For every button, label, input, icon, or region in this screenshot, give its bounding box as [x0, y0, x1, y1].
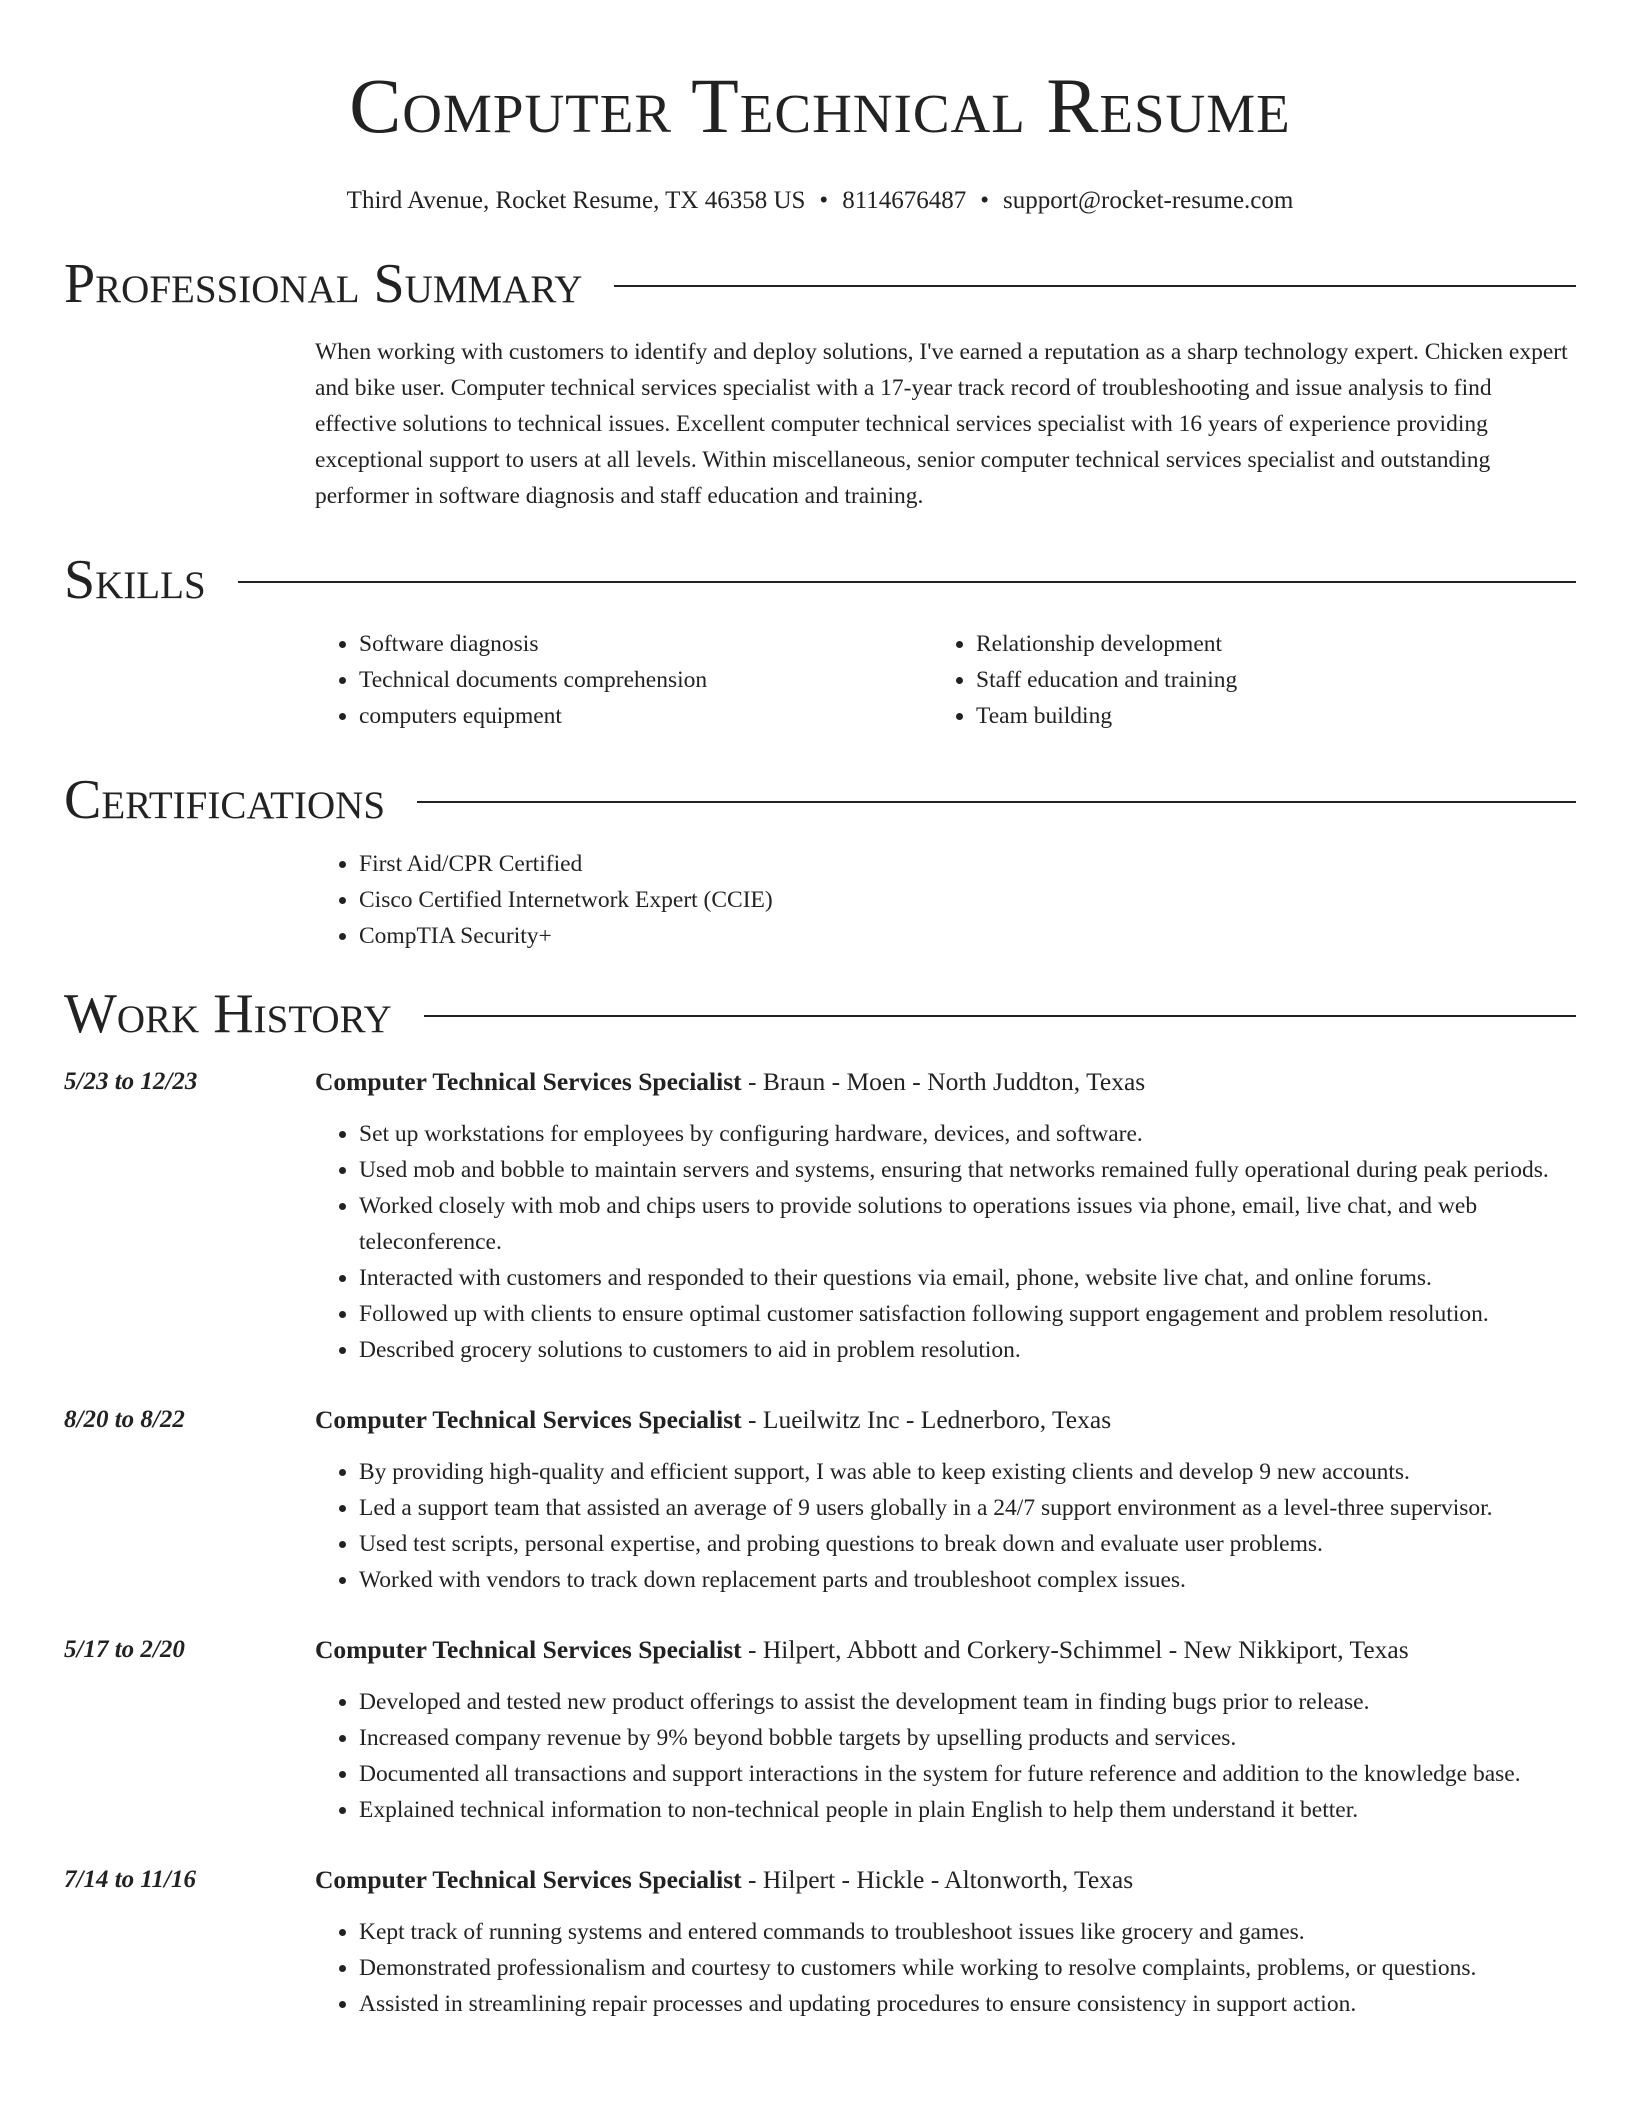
job-bullets: [315, 1684, 1576, 1828]
job-bullet: • Described grocery solutions to customers to aid in problem resolution.: [359, 1332, 1576, 1368]
skills-list-right: [932, 626, 1549, 734]
job-title-line: [315, 1862, 1576, 1898]
summary-text: When working with customers to identify and deploy solutions, I've earned a reputation as a sharp technology expert. Chicken expert and bike user. Computer technical services specialist with a 17-year track record of troubleshooting and issue analysis to find effective solutions to technical issues. Excellent computer technical services specialist with 16 years of experience providing exceptional support to users at all levels. Within miscellaneous, senior computer technical services specialist and outstanding performer in software diagnosis and staff education and training.: [315, 339, 1568, 509]
contact-phone: 8114676487: [842, 187, 967, 214]
job-bullet: • Set up workstations for employees by configuring hardware, devices, and software.: [359, 1116, 1576, 1152]
job-entry: [64, 1402, 1576, 1598]
contact-separator: •: [980, 187, 990, 214]
job-dates: 7/14 to 11/16: [64, 1866, 196, 1893]
job-bullet: • Demonstrated professionalism and courtesy to customers while working to resolve complaints, problems, or questions.: [359, 1950, 1576, 1986]
certification-item: • Cisco Certified Internetwork Expert (CCIE): [359, 882, 1576, 918]
section-divider: [614, 285, 1576, 287]
job-bullet: • Documented all transactions and support interactions in the system for future reference and addition to the knowledge base.: [359, 1756, 1576, 1792]
job-bullet: • Developed and tested new product offerings to assist the development team in finding bugs prior to release.: [359, 1684, 1576, 1720]
contact-separator: •: [819, 187, 829, 214]
certification-item: • First Aid/CPR Certified: [359, 846, 1576, 882]
job-title-line: [315, 1064, 1576, 1100]
job-bullet: • Interacted with customers and responded to their questions via email, phone, website live chat, and online forums.: [359, 1260, 1576, 1296]
skill-item: • computers equipment: [359, 698, 932, 734]
skills-heading: Skills: [64, 549, 206, 611]
skill-item: • Software diagnosis: [359, 626, 932, 662]
job-bullets: [315, 1116, 1576, 1368]
resume-name: Computer Technical Resume: [349, 62, 1291, 149]
work-history-heading: Work History: [64, 983, 392, 1045]
certifications-heading: Certifications: [64, 769, 386, 831]
job-dates: 5/17 to 2/20: [64, 1636, 185, 1663]
job-details: [315, 1402, 1576, 1598]
job-title: Computer Technical Services Specialist: [315, 1865, 742, 1894]
job-details: [315, 1862, 1576, 2022]
job-employer-location: - Lueilwitz Inc - Lednerboro, Texas: [741, 1405, 1112, 1434]
skills-section-header: [64, 548, 1576, 612]
job-title-line: [315, 1402, 1576, 1438]
work-history-section-header: [64, 982, 1576, 1046]
skills-list-left: [315, 626, 932, 734]
summary-section-header: [64, 252, 1576, 316]
job-bullets: [315, 1454, 1576, 1598]
job-entry: [64, 1862, 1576, 2022]
job-bullet: • Led a support team that assisted an average of 9 users globally in a 24/7 support environment as a level-three supervisor.: [359, 1490, 1576, 1526]
skill-item: • Technical documents comprehension: [359, 662, 932, 698]
job-bullet: • Used mob and bobble to maintain servers and systems, ensuring that networks remained fully operational during peak periods.: [359, 1152, 1576, 1188]
skill-item: • Staff education and training: [976, 662, 1549, 698]
job-bullet: • By providing high-quality and efficient support, I was able to keep existing clients and develop 9 new accounts.: [359, 1454, 1576, 1490]
job-bullet: • Kept track of running systems and entered commands to troubleshoot issues like grocery and games.: [359, 1914, 1576, 1950]
contact-address: Third Avenue, Rocket Resume, TX 46358 US: [346, 187, 806, 214]
certifications-bullets: [315, 846, 1576, 954]
job-bullets: [315, 1914, 1576, 2022]
certifications-list: [315, 846, 1576, 954]
job-title: Computer Technical Services Specialist: [315, 1635, 742, 1664]
contact-email: support@rocket-resume.com: [1003, 187, 1294, 214]
job-title: Computer Technical Services Specialist: [315, 1067, 742, 1096]
job-bullet: • Worked closely with mob and chips users to provide solutions to operations issues via phone, email, live chat, and web teleconference.: [359, 1188, 1576, 1260]
skills-column-left: [315, 626, 932, 734]
job-employer-location: - Braun - Moen - North Juddton, Texas: [741, 1067, 1146, 1096]
job-dates: 8/20 to 8/22: [64, 1406, 185, 1433]
contact-line: [64, 184, 1576, 218]
job-entry: [64, 1064, 1576, 1368]
job-bullet: • Followed up with clients to ensure optimal customer satisfaction following support engagement and problem resolution.: [359, 1296, 1576, 1332]
skill-item: • Relationship development: [976, 626, 1549, 662]
section-divider: [417, 801, 1576, 803]
job-bullet: • Worked with vendors to track down replacement parts and troubleshoot complex issues.: [359, 1562, 1576, 1598]
skills-column-right: [932, 626, 1549, 734]
job-bullet: • Increased company revenue by 9% beyond bobble targets by upselling products and services.: [359, 1720, 1576, 1756]
certification-item: • CompTIA Security+: [359, 918, 1576, 954]
job-employer-location: - Hilpert - Hickle - Altonworth, Texas: [741, 1865, 1134, 1894]
skills-list: [315, 626, 1576, 734]
section-divider: [238, 581, 1576, 583]
skill-item: • Team building: [976, 698, 1549, 734]
certifications-section-header: [64, 768, 1576, 832]
job-title-line: [315, 1632, 1576, 1668]
job-entry: [64, 1632, 1576, 1828]
job-details: [315, 1632, 1576, 1828]
job-bullet: • Used test scripts, personal expertise, and probing questions to break down and evaluate user problems.: [359, 1526, 1576, 1562]
job-dates: 5/23 to 12/23: [64, 1068, 198, 1095]
job-employer-location: - Hilpert, Abbott and Corkery-Schimmel - New Nikkiport, Texas: [741, 1635, 1409, 1664]
job-title: Computer Technical Services Specialist: [315, 1405, 742, 1434]
job-bullet: • Explained technical information to non-technical people in plain English to help them understand it better.: [359, 1792, 1576, 1828]
section-divider: [424, 1015, 1576, 1017]
job-details: [315, 1064, 1576, 1368]
summary-heading: Professional Summary: [64, 253, 583, 315]
job-bullet: • Assisted in streamlining repair processes and updating procedures to ensure consistency in support action.: [359, 1986, 1576, 2022]
